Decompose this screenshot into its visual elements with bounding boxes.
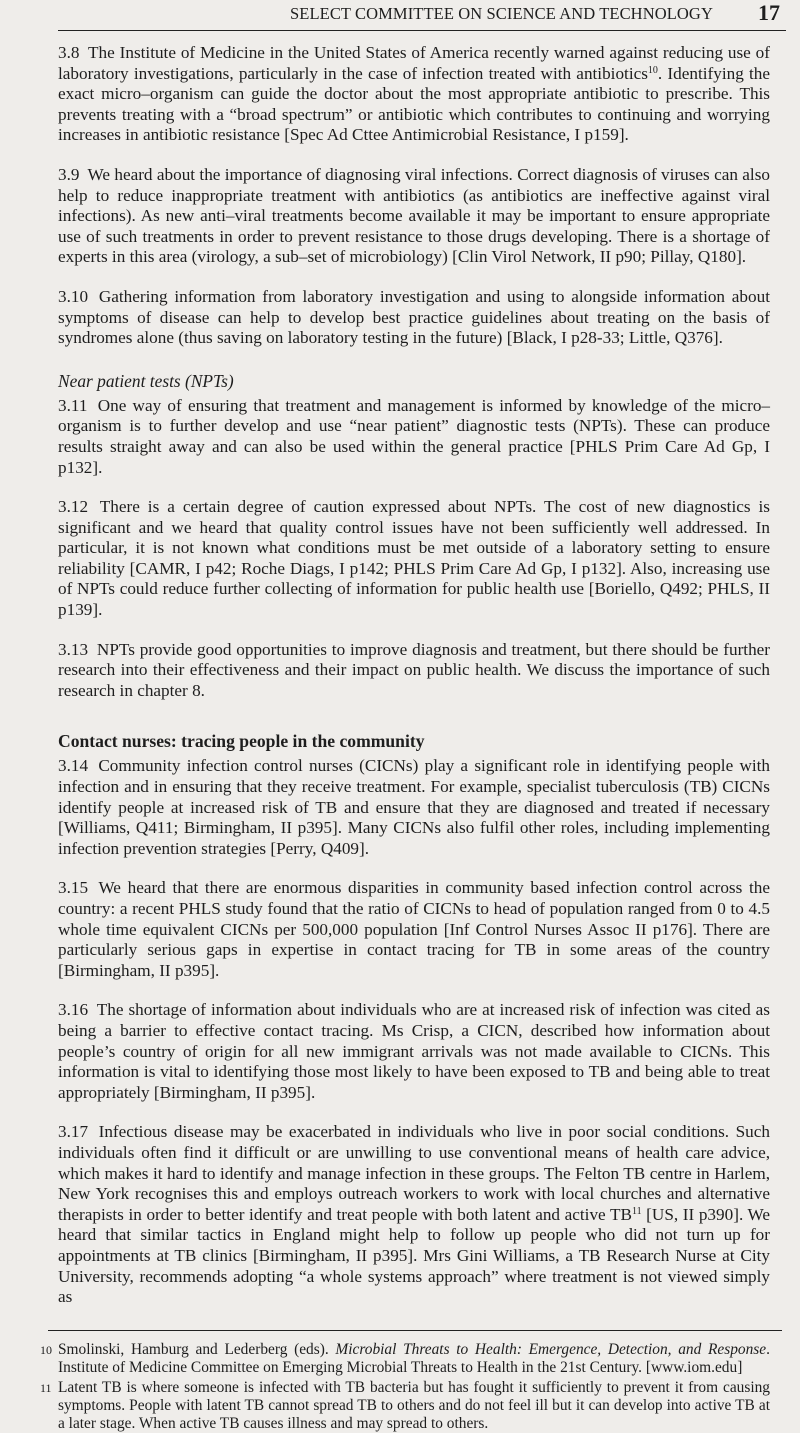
paragraph-3-13: [58, 640, 770, 702]
paragraph-3-16: [58, 1000, 770, 1103]
section-heading-contact-nurses: Contact nurses: tracing people in the community: [58, 731, 425, 752]
paragraph-text: There is a certain degree of caution expressed about NPTs. The cost of new diagnostics is significant and we heard that quality control issues have not been sufficiently well addressed. In particular, it is not known what conditions must be met outside of a laboratory setting to ensure reliability [CAMR, I p42; Roche Diags, I p142; PHLS Prim Care Ad Gp, I p132]. Also, increasing use of NPTs could reduce further collecting of information for public health use [Boriello, Q492; PHLS, II p139].: [58, 497, 770, 620]
footnote-ref: 11: [631, 1205, 642, 1217]
paragraph-number: 3.13: [58, 639, 89, 659]
paragraph-number: 3.12: [58, 497, 89, 517]
paragraph-number: 3.9: [58, 164, 80, 184]
footnote-mark: 10: [40, 1342, 52, 1357]
footnote-rule: [48, 1330, 782, 1331]
footnote-10: [40, 1340, 770, 1377]
paragraph-3-11: [58, 396, 770, 478]
paragraph-text: Infectious disease may be exacerbated in individuals who live in poor social conditions. Such individuals often find it difficult or are unwilling to use conventional means of health care advice, which makes it hard to identify and manage infection in these groups. The Felton TB centre in Harlem, New York recognises this and employs outreach workers to work with local churches and alternative therapists in order to better identify and treat people with both latent and active TB: [58, 1122, 770, 1224]
paragraph-text: NPTs provide good opportunities to improve diagnosis and treatment, but there should be further research into their effectiveness and their impact on public health. We discuss the importance of such research in chapter 8.: [58, 639, 771, 700]
paragraph-3-10: [58, 287, 770, 349]
paragraph-text: We heard about the importance of diagnosing viral infections. Correct diagnosis of viruses can also help to reduce inappropriate treatment with antibiotics (as antibiotics are ineffective against viral infections). As new anti–viral treatments become available it may be important to ensure appropriate use of such treatments in order to prevent resistance to those drugs developing. There is a shortage of experts in this area (virology, a sub–set of microbiology) [Clin Virol Network, II p90; Pillay, Q180].: [58, 164, 770, 267]
paragraph-3-9: [58, 165, 770, 268]
footnote-text: Smolinski, Hamburg and Lederberg (eds).: [58, 1340, 336, 1358]
paragraph-3-8: [58, 43, 770, 146]
running-head: SELECT COMMITTEE ON SCIENCE AND TECHNOLOGY: [290, 4, 713, 23]
page-number: 17: [758, 0, 780, 25]
paragraph-text-cont: . Identifying the exact micro–organism can guide the doctor about the most appropriate antibiotic to prescribe. This prevents treating with a “broad spectrum” or antibiotic which contributes to continuing and worrying increases in antibiotic resistance [Spec Ad Cttee Antimicrobial Resistance, I p159].: [58, 63, 770, 145]
footnote-title: Microbial Threats to Health: Emergence, Detection, and Response: [335, 1340, 767, 1358]
footnote-text-cont: . Institute of Medicine Committee on Emerging Microbial Threats to Health in the 21st Century. [www.iom.edu]: [58, 1340, 770, 1376]
paragraph-3-17: [58, 1122, 770, 1307]
paragraph-number: 3.16: [58, 1000, 89, 1020]
paragraph-number: 3.10: [58, 286, 89, 306]
paragraph-number: 3.8: [58, 43, 80, 62]
paragraph-number: 3.11: [58, 395, 88, 415]
paragraph-number: 3.14: [58, 756, 89, 776]
footnote-ref: 10: [647, 64, 658, 76]
paragraph-text: Community infection control nurses (CICNs) play a significant role in identifying people with infection and in ensuring that they receive treatment. For example, specialist tuberculosis (TB) CICNs identify people at increased risk of TB and ensure that they are diagnosed and treated if necessary [Williams, Q411; Birmingham, II p395]. Many CICNs also fulfil other roles, including implementing infection prevention strategies [Perry, Q409].: [58, 756, 770, 858]
paragraph-text: We heard that there are enormous disparities in community based infection control across the country: a recent PHLS study found that the ratio of CICNs to head of population ranged from 0 to 4.5 whole time equivalent CICNs per 500,000 population [Inf Control Nurses Assoc II p176]. There are particularly serious gaps in expertise in contact tracing for TB in some areas of the country [Birmingham, II p395].: [58, 878, 770, 980]
footnote-mark: 11: [40, 1380, 52, 1395]
footnote-11: [40, 1378, 770, 1433]
paragraph-text: Gathering information from laboratory investigation and using to alongside information about symptoms of disease can help to develop best practice guidelines about treating on the basis of syndromes alone (thus saving on laboratory testing in the future) [Black, I p28-33; Little, Q376].: [58, 286, 770, 348]
section-heading-near-patient: Near patient tests (NPTs): [58, 370, 234, 391]
paragraph-3-12: [58, 497, 770, 621]
paragraph-number: 3.15: [58, 878, 89, 898]
paragraph-3-15: [58, 878, 770, 981]
paragraph-text-cont: [US, II p390]. We heard that similar tactics in England might help to follow up people who did not turn up for appointments at TB clinics [Birmingham, II p395]. Mrs Gini Williams, a TB Research Nurse at City University, recommends adopting “a whole systems approach” where treatment is not viewed simply as: [58, 1204, 771, 1307]
footnote-text: Latent TB is where someone is infected with TB bacteria but has fought it sufficiently to prevent it from causing symptoms. People with latent TB cannot spread TB to others and do not feel ill but it can develop into active TB at a later stage. When active TB causes illness and may spread to others.: [58, 1378, 770, 1432]
paragraph-text: The Institute of Medicine in the United States of America recently warned against reducing use of laboratory investigations, particularly in the case of infection treated with antibiotics: [58, 43, 770, 83]
paragraph-text: One way of ensuring that treatment and management is informed by knowledge of the micro–organism is to further develop and use “near patient” diagnostic tests (NPTs). These can produce results straight away and can also be used within the general practice [PHLS Prim Care Ad Gp, I p132].: [58, 395, 771, 477]
paragraph-text: The shortage of information about individuals who are at increased risk of infection was cited as being a barrier to effective contact tracing. Ms Crisp, a CICN, described how information about people’s country of origin for all new immigrant arrivals was not made available to CICNs. This information is vital to identifying those most likely to have been exposed to TB and being able to treat appropriately [Birmingham, II p395].: [58, 1000, 770, 1102]
page-header: [58, 0, 780, 40]
paragraph-3-14: [58, 756, 770, 859]
paragraph-number: 3.17: [58, 1122, 89, 1142]
header-rule: [58, 30, 786, 31]
